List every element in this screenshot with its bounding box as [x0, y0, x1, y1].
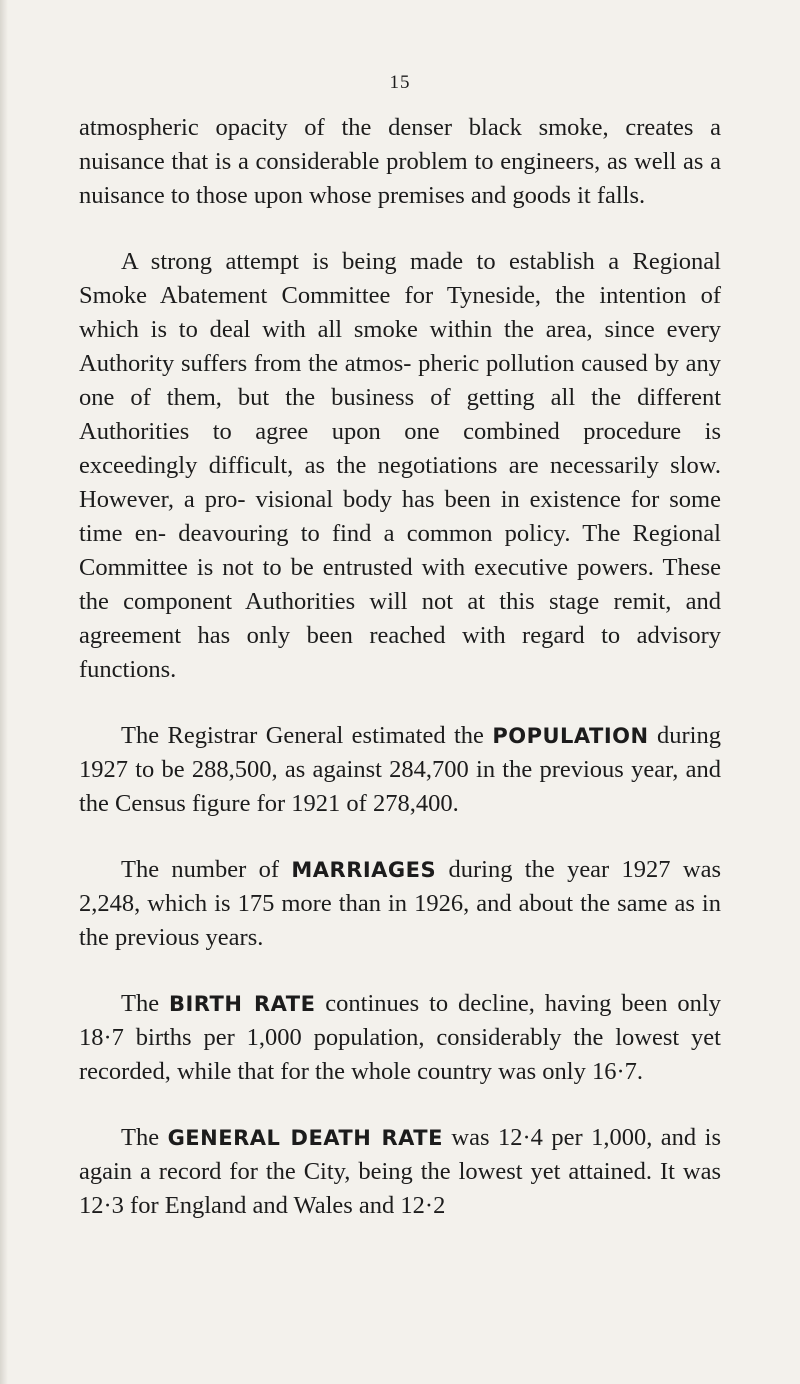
paragraph-regional-committee: A strong attempt is being made to establish a Regional Smoke Abatement Committee for Tyneside, the intention of which is to deal with all smoke within the area, since every Authority suffers from the atmos- pheric pollution caused by any one of them, but the business of getting all the different Authorities to agree upon one combined procedure is exceedingly difficult, as the negotiations are necessarily slow. However, a pro- visional body has been in existence for some time en- deavouring to find a common policy. The Regional Committee is not to be entrusted with executive powers. These the component Authorities will not at this stage remit, and agreement has only been reached with regard to advisory functions.: [79, 248, 721, 683]
page-edge: [0, 0, 8, 1384]
population-keyword: POPULATION: [492, 724, 649, 748]
paragraph-smoke-nuisance: atmospheric opacity of the denser black smoke, creates a nuisance that is a considerable problem to engineers, as well as a nuisance to those upon whose premises and goods it falls.: [79, 114, 721, 209]
death-rate-keyword: GENERAL DEATH RATE: [167, 1126, 443, 1150]
birth-rate-text-before: The: [121, 990, 169, 1017]
paragraph-birth-rate: [79, 987, 721, 1089]
population-text-before: The Registrar General estimated the: [121, 722, 493, 749]
marriages-text-after: during the year 1927 was 2,248, which is 175 more than in 1926, and about the same as in the previous years.: [79, 856, 722, 951]
paragraph-death-rate: [79, 1121, 721, 1223]
body-text: [79, 111, 721, 1255]
page-number: 15: [389, 72, 411, 93]
population-text-after: during 1927 to be 288,500, as against 284,700 in the previous year, and the Census figure for 1921 of 278,400.: [79, 722, 721, 817]
marriages-text-before: The number of: [121, 856, 292, 883]
paragraph-population: [79, 719, 721, 821]
death-rate-text-after: was 12·4 per 1,000, and is again a record for the City, being the lowest yet attained. It was 12·3 for England and Wales and 12·2: [79, 1124, 721, 1219]
marriages-keyword: MARRIAGES: [291, 858, 437, 882]
birth-rate-text-after: continues to decline, having been only 18·7 births per 1,000 population, considerably the lowest yet recorded, while that for the whole country was only 16·7.: [79, 990, 721, 1085]
death-rate-text-before: The: [121, 1124, 168, 1151]
birth-rate-keyword: BIRTH RATE: [168, 992, 316, 1016]
paragraph-marriages: [79, 853, 721, 955]
